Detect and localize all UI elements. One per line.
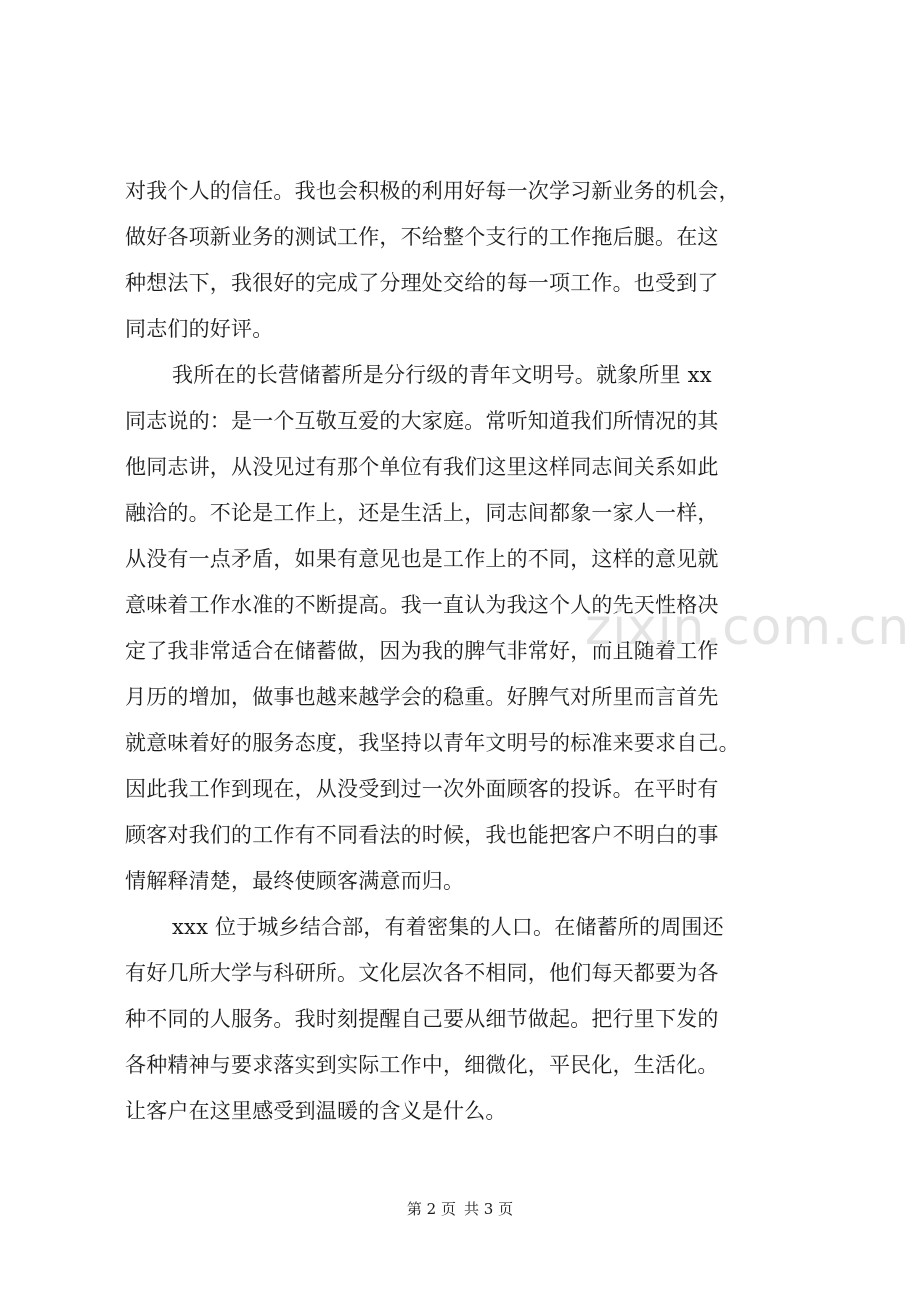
- text-line: 对我个人的信任。我也会积极的利用好每一次学习新业务的机会，: [125, 179, 740, 203]
- text-line: 种不同的人服务。我时刻提醒自己要从细节做起。把行里下发的: [125, 1007, 719, 1031]
- text-line: 种想法下，我很好的完成了分理处交给的每一项工作。也受到了: [125, 271, 719, 295]
- text-line: 意味着工作水准的不断提高。我一直认为我这个人的先天性格决: [125, 593, 719, 617]
- text-line: 就意味着好的服务态度，我坚持以青年文明号的标准来要求自己。: [125, 731, 740, 755]
- text-line: 各种精神与要求落实到实际工作中，细微化，平民化，生活化。: [125, 1053, 719, 1077]
- text-line: 从没有一点矛盾，如果有意见也是工作上的不同，这样的意见就: [125, 547, 719, 571]
- text-line: 情解释清楚，最终使顾客满意而归。: [125, 869, 465, 893]
- paragraph-3: [125, 904, 837, 1134]
- page-total: 共 3 页: [464, 1200, 514, 1218]
- text-line: 同志们的好评。: [125, 317, 274, 341]
- text-line: 有好几所大学与科研所。文化层次各不相同，他们每天都要为各: [125, 961, 719, 985]
- page-number: 第 2 页: [406, 1200, 456, 1218]
- text-line: 我所在的长营储蓄所是分行级的青年文明号。就象所里 xx: [172, 363, 712, 387]
- paragraph-1: [125, 168, 837, 352]
- text-line: 月历的增加，做事也越来越学会的稳重。好脾气对所里而言首先: [125, 685, 719, 709]
- watermark: zixin.com.cn: [585, 598, 911, 656]
- text-line: 同志说的：是一个互敬互爱的大家庭。常听知道我们所情况的其: [125, 409, 719, 433]
- text-line: 定了我非常适合在储蓄做，因为我的脾气非常好，而且随着工作: [125, 639, 719, 663]
- text-line: 让客户在这里感受到温暖的含义是什么。: [125, 1099, 507, 1123]
- text-line: xxx 位于城乡结合部，有着密集的人口。在储蓄所的周围还: [172, 915, 724, 939]
- text-line: 顾客对我们的工作有不同看法的时候，我也能把客户不明白的事: [125, 823, 719, 847]
- text-line: 融洽的。不论是工作上，还是生活上，同志间都象一家人一样，: [125, 501, 719, 525]
- text-line: 他同志讲，从没见过有那个单位有我们这里这样同志间关系如此: [125, 455, 719, 479]
- text-line: 因此我工作到现在，从没受到过一次外面顾客的投诉。在平时有: [125, 777, 719, 801]
- page-footer: [0, 1198, 920, 1219]
- text-line: 做好各项新业务的测试工作，不给整个支行的工作拖后腿。在这: [125, 225, 719, 249]
